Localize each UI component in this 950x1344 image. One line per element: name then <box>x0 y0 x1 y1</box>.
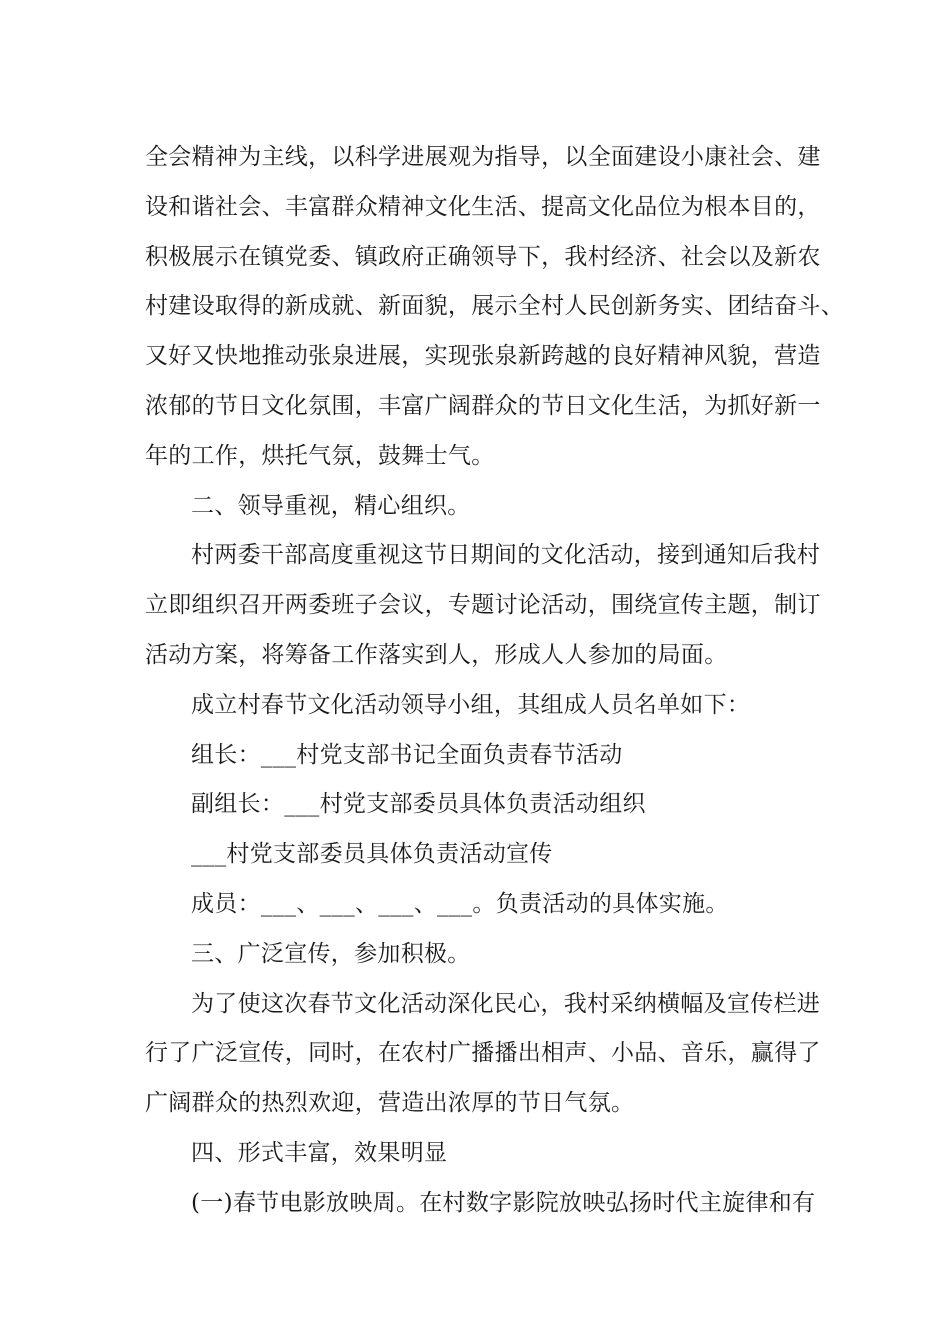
text-line: 活动方案，将筹备工作落实到人，形成人人参加的局面。 <box>145 641 728 668</box>
text-line: 组长：___村党支部书记全面负责春节活动 <box>191 741 623 768</box>
text-line: (一)春节电影放映周。在村数字影院放映弘扬时代主旋律和有 <box>191 1189 816 1216</box>
text-line: 成员：___、___、___、___。负责活动的具体实施。 <box>191 890 729 917</box>
text-line: 行了广泛宣传，同时，在农村广播播出相声、小品、音乐，赢得了 <box>145 1040 821 1067</box>
text-line: 广阔群众的热烈欢迎，营造出浓厚的节日气氛。 <box>145 1090 635 1117</box>
text-line: 全会精神为主线，以科学进展观为指导，以全面建设小康社会、建 <box>145 144 821 170</box>
text-line: 成立村春节文化活动领导小组，其组成人员名单如下： <box>191 691 751 718</box>
text-line: 副组长：___村党支部委员具体负责活动组织 <box>191 791 646 818</box>
text-line: 又好又快地推动张泉进展，实现张泉新跨越的良好精神风貌，营造 <box>145 343 821 370</box>
section-heading: 三、广泛宣传，参加积极。 <box>191 940 471 967</box>
document-body <box>145 133 844 1229</box>
text-line: 村建设取得的新成就、新面貌，展示全村人民创新务实、团结奋斗、 <box>145 293 844 320</box>
text-line: 积极展示在镇党委、镇政府正确领导下，我村经济、社会以及新农 <box>145 243 821 270</box>
text-line: ___村党支部委员具体负责活动宣传 <box>191 841 553 868</box>
text-line: 年的工作，烘托气氛，鼓舞士气。 <box>145 442 495 469</box>
text-line: 立即组织召开两委班子会议，专题讨论活动，围绕宣传主题，制订 <box>145 592 821 619</box>
text-line: 浓郁的节日文化氛围，丰富广阔群众的节日文化生活，为抓好新一 <box>145 392 821 419</box>
section-heading: 四、形式丰富，效果明显 <box>191 1139 448 1166</box>
text-line: 设和谐社会、丰富群众精神文化生活、提高文化品位为根本目的， <box>145 193 821 220</box>
text-line: 为了使这次春节文化活动深化民心，我村采纳横幅及宣传栏进 <box>191 990 821 1017</box>
text-line: 村两委干部高度重视这节日期间的文化活动，接到通知后我村 <box>191 542 821 569</box>
section-heading: 二、领导重视，精心组织。 <box>191 492 471 519</box>
